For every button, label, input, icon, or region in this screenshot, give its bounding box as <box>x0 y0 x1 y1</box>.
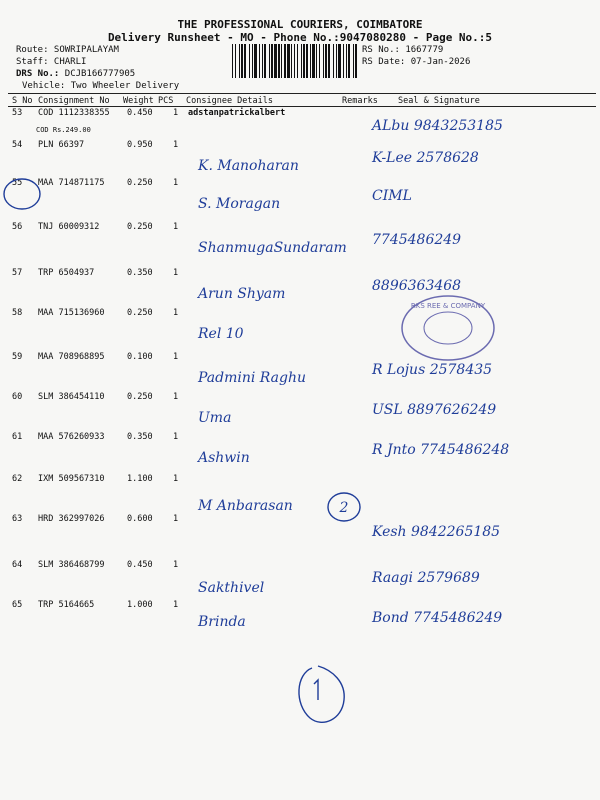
row62-circle-mark <box>326 490 362 524</box>
row-weight: 0.250 <box>127 392 153 402</box>
row-sno: 57 <box>12 268 23 278</box>
col-seal-signature: Seal & Signature <box>398 96 480 106</box>
row-consignment-no: SLM 386468799 <box>38 560 105 570</box>
row-handwritten-signature: K-Lee 2578628 <box>372 150 479 166</box>
col-pcs: PCS <box>158 96 174 106</box>
row-weight: 0.350 <box>127 432 153 442</box>
row-consignment-no: MAA 715136960 <box>38 308 105 318</box>
row-handwritten-signature: Kesh 9842265185 <box>372 524 501 540</box>
page-subtitle: Delivery Runsheet - MO - Phone No.:9047080280 - Page No.:5 <box>107 31 493 44</box>
header-rule-bottom <box>8 106 596 107</box>
row-consignment-no: TRP 6504937 <box>38 268 95 278</box>
row-sno: 60 <box>12 392 23 402</box>
row-consignment-no: SLM 386454110 <box>38 392 105 402</box>
col-consignee: Consignee Details <box>186 96 273 106</box>
row-handwritten-name: K. Manoharan <box>198 158 299 174</box>
row-pcs: 1 <box>173 352 179 362</box>
row-handwritten-signature: R Lojus 2578435 <box>372 362 493 378</box>
row-sno: 53 <box>12 108 23 118</box>
row-sno: 63 <box>12 514 23 524</box>
row-handwritten-name: S. Moragan <box>198 196 281 212</box>
row-cod-amount: COD Rs.249.00 <box>36 126 91 134</box>
row-weight: 1.100 <box>127 474 153 484</box>
row-weight: 0.350 <box>127 268 153 278</box>
row-sno: 62 <box>12 474 23 484</box>
row-sno: 54 <box>12 140 23 150</box>
row-sno: 59 <box>12 352 23 362</box>
row-consignment-no: PLN 66397 <box>38 140 85 150</box>
row-handwritten-name: Uma <box>198 410 232 426</box>
row-weight: 0.600 <box>127 514 153 524</box>
row-consignment-no: MAA 714871175 <box>38 178 105 188</box>
col-weight: Weight <box>123 96 154 106</box>
row-sno: 58 <box>12 308 23 318</box>
row-consignment-no: MAA 708968895 <box>38 352 105 362</box>
vehicle-label: Vehicle: Two Wheeler Delivery <box>22 81 180 91</box>
row-handwritten-signature: Bond 7745486249 <box>372 610 503 626</box>
bottom-scribble <box>292 660 348 730</box>
staff-label: Staff: CHARLI <box>16 57 87 67</box>
row-pcs: 1 <box>173 600 179 610</box>
row-handwritten-name: Arun Shyam <box>198 286 286 302</box>
row-handwritten-name: Rel 10 <box>198 326 244 342</box>
row-weight: 0.450 <box>127 560 153 570</box>
row-handwritten-signature: USL 8897626249 <box>372 402 497 418</box>
row-handwritten-name: Sakthivel <box>198 580 265 596</box>
row-pcs: 1 <box>173 268 179 278</box>
route-label: Route: SOWRIPALAYAM <box>16 45 119 55</box>
row-weight: 1.000 <box>127 600 153 610</box>
row62-circle-text: 2 <box>339 500 349 516</box>
row-pcs: 1 <box>173 222 179 232</box>
row-sno: 56 <box>12 222 23 232</box>
stamp-text: RKS REE & COMPANY <box>410 302 486 310</box>
row-weight: 0.250 <box>127 222 153 232</box>
row-weight: 0.950 <box>127 140 153 150</box>
row-weight: 0.250 <box>127 308 153 318</box>
drs-label: DRS No.: <box>16 69 60 79</box>
row-weight: 0.450 <box>127 108 153 118</box>
row-sno: 64 <box>12 560 23 570</box>
row-sno: 55 <box>12 178 23 188</box>
row-weight: 0.250 <box>127 178 153 188</box>
row-handwritten-name: Ashwin <box>198 450 250 466</box>
col-consignment: Consignment No <box>38 96 110 106</box>
row-pcs: 1 <box>173 308 179 318</box>
row-pcs: 1 <box>173 108 179 118</box>
row-handwritten-signature: R Jnto 7745486248 <box>372 442 510 458</box>
row-handwritten-name: Brinda <box>198 614 246 630</box>
row-pcs: 1 <box>173 560 179 570</box>
drs-value: DCJB166777905 <box>64 69 136 79</box>
row-pcs: 1 <box>173 178 179 188</box>
row-consignment-no: COD 1112338355 <box>38 108 110 118</box>
row-handwritten-signature: CIML <box>372 188 412 204</box>
row-pcs: 1 <box>173 514 179 524</box>
barcode <box>232 44 358 78</box>
row-handwritten-signature: ALbu 9843253185 <box>372 118 503 134</box>
row-consignment-no: TNJ 60009312 <box>38 222 100 232</box>
row-handwritten-signature: Raagi 2579689 <box>372 570 480 586</box>
row-consignment-no: HRD 362997026 <box>38 514 105 524</box>
row-handwritten-signature: 7745486249 <box>372 232 462 248</box>
row-pcs: 1 <box>173 432 179 442</box>
row-handwritten-name: M Anbarasan <box>198 498 293 514</box>
row-pcs: 1 <box>173 474 179 484</box>
header-rule-top <box>8 93 596 94</box>
row-sno: 65 <box>12 600 23 610</box>
row-consignment-no: IXM 509567310 <box>38 474 105 484</box>
drs-number <box>16 69 135 79</box>
row-pcs: 1 <box>173 140 179 150</box>
company-stamp <box>398 292 498 364</box>
col-sno: S No <box>12 96 33 106</box>
row-handwritten-name: Padmini Raghu <box>198 370 307 386</box>
row-consignee-printed: adstanpatrickalbert <box>188 108 286 118</box>
row-consignment-no: TRP 5164665 <box>38 600 95 610</box>
page-title: THE PROFESSIONAL COURIERS, COIMBATORE <box>177 18 423 31</box>
row-pcs: 1 <box>173 392 179 402</box>
row-weight: 0.100 <box>127 352 153 362</box>
rs-date: RS Date: 07-Jan-2026 <box>362 57 471 67</box>
row-handwritten-name: ShanmugaSundaram <box>198 240 347 256</box>
row-sno: 61 <box>12 432 23 442</box>
row-consignment-no: MAA 576260933 <box>38 432 105 442</box>
row55-circle-mark <box>2 176 42 212</box>
col-remarks: Remarks <box>342 96 378 106</box>
row-handwritten-signature: 8896363468 <box>372 278 462 294</box>
rs-number: RS No.: 1667779 <box>362 45 444 55</box>
